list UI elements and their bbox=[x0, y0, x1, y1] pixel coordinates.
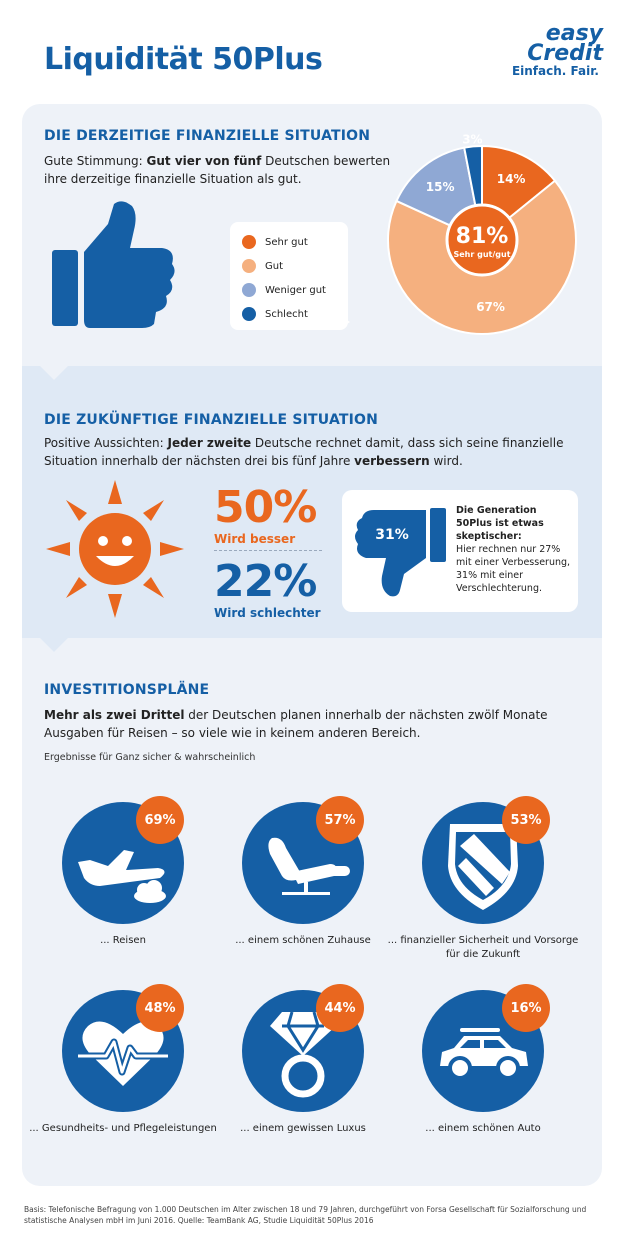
percentage-badge: 57% bbox=[316, 796, 364, 844]
item-caption: ... einem schönen Auto bbox=[425, 1123, 541, 1134]
section-divider-arrow bbox=[40, 366, 68, 380]
divider-dotted bbox=[214, 550, 322, 551]
item-caption: ... Gesundheits- und Pflegeleistungen bbox=[29, 1123, 217, 1134]
pie-data-label: 14% bbox=[496, 171, 526, 186]
section1-heading: DIE DERZEITIGE FINANZIELLE SITUATION bbox=[44, 128, 371, 144]
page-title: Liquidität 50Plus bbox=[44, 42, 323, 77]
legend-swatch bbox=[242, 307, 256, 321]
pie-data-label: 3% bbox=[462, 132, 483, 147]
percentage-badge: 48% bbox=[136, 984, 184, 1032]
legend-item: Gut bbox=[242, 258, 283, 274]
skeptic-heading: Die Generation 50Plus ist etwas skeptischer: bbox=[456, 505, 544, 542]
percentage-badge: 53% bbox=[502, 796, 550, 844]
logo-word-credit: Credit bbox=[527, 41, 603, 66]
donut-center-value: 81% bbox=[455, 224, 509, 249]
better-percentage: 50% bbox=[214, 482, 317, 533]
logo-word-easy: easy bbox=[545, 21, 603, 46]
item-caption: ... einem gewissen Luxus bbox=[240, 1123, 366, 1134]
logo-tagline: Einfach. Fair. bbox=[511, 64, 599, 78]
section3-subtitle: Ergebnisse für Ganz sicher & wahrscheinlich bbox=[44, 752, 256, 763]
section3-text: Mehr als zwei Drittel der Deutschen planen innerhalb der nächsten zwölf Monate Ausgaben für Reisen – so viele wie in keinem anderen Bereich. bbox=[44, 708, 548, 740]
percentage-badge: 69% bbox=[136, 796, 184, 844]
item-caption: ... Reisen bbox=[100, 935, 146, 946]
thumbs-up-icon bbox=[50, 200, 180, 330]
thumbs-down-icon bbox=[354, 504, 448, 598]
donut-chart bbox=[382, 132, 582, 340]
legend-item: Sehr gut bbox=[242, 234, 308, 250]
footer-source: Basis: Telefonische Befragung von 1.000 Deutschen im Alter zwischen 18 und 79 Jahren, durchgeführt von Forsa Gesellschaft für Sozialforschung und statistische Analysen mbH im Juni 2016. Quelle: TeamBank AG, Studie Liquidität 50Plus 2016 bbox=[24, 1205, 587, 1225]
item-caption: ... einem schönen Zuhause bbox=[235, 935, 371, 946]
easycredit-logo bbox=[493, 21, 603, 84]
skeptic-body: Hier rechnen nur 27% mit einer Verbesserung, 31% mit einer Verschlechterung. bbox=[456, 544, 571, 594]
legend-swatch bbox=[242, 259, 256, 273]
worse-label: Wird schlechter bbox=[214, 606, 321, 620]
thumbs-down-value: 31% bbox=[375, 527, 409, 543]
percentage-badge: 16% bbox=[502, 984, 550, 1032]
legend-swatch bbox=[242, 283, 256, 297]
item-caption: ... finanzieller Sicherheit und Vorsorge für die Zukunft bbox=[387, 935, 579, 960]
legend-pointer bbox=[338, 314, 350, 330]
skeptic-box bbox=[342, 490, 578, 612]
legend-item: Schlecht bbox=[242, 306, 308, 322]
pie-data-label: 67% bbox=[476, 300, 505, 315]
section1-text: Gute Stimmung: Gut vier von fünf Deutschen bewerten ihre derzeitige finanzielle Situation als gut. bbox=[44, 154, 391, 186]
better-label: Wird besser bbox=[214, 532, 296, 546]
section2-text: Positive Aussichten: Jeder zweite Deutsche rechnet damit, dass sich seine finanzielle Situation innerhalb der nächsten drei bis fünf Jahre verbessern wird. bbox=[44, 436, 564, 468]
skeptic-text bbox=[456, 504, 574, 595]
sun-icon bbox=[44, 478, 186, 620]
section2-heading: DIE ZUKÜNFTIGE FINANZIELLE SITUATION bbox=[44, 412, 379, 428]
legend-item: Weniger gut bbox=[242, 282, 326, 298]
percentage-badge: 44% bbox=[316, 984, 364, 1032]
pie-data-label: 15% bbox=[425, 179, 455, 194]
worse-percentage: 22% bbox=[214, 556, 317, 607]
donut-center-label: Sehr gut/gut bbox=[453, 250, 511, 259]
section3-heading: INVESTITIONSPLÄNE bbox=[44, 682, 210, 698]
section-divider-arrow bbox=[40, 638, 68, 652]
pie-legend bbox=[230, 222, 348, 330]
legend-swatch bbox=[242, 235, 256, 249]
